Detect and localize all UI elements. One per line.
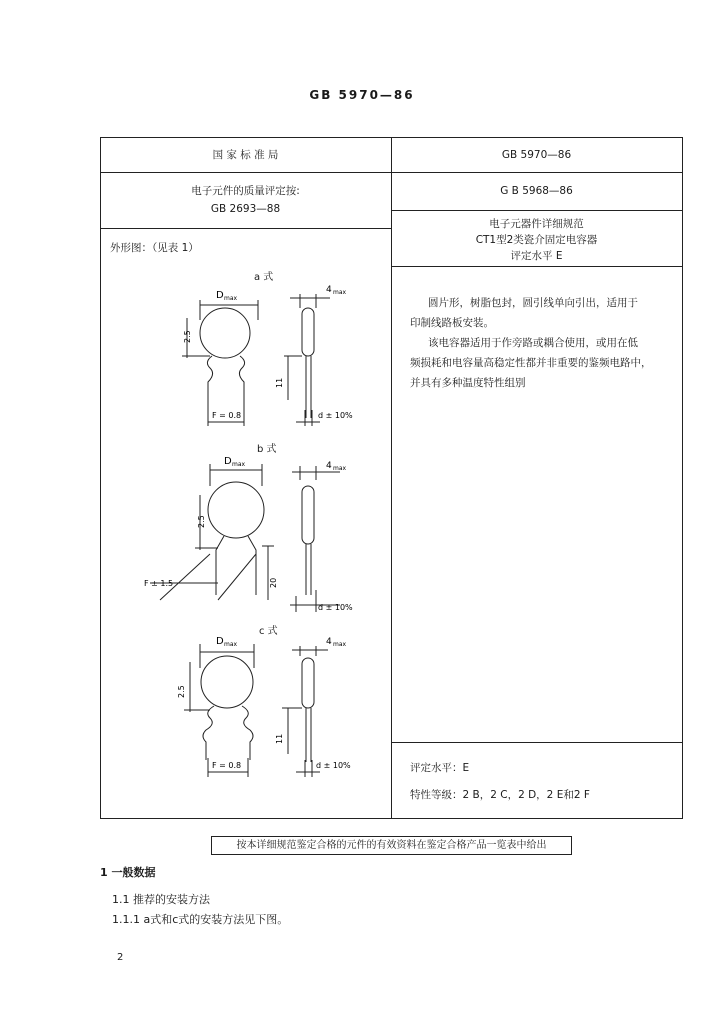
figure-b-pitch-label: F ± 1.5 [144, 579, 174, 588]
spec-title-line1: 电子元器件详细规范 [489, 218, 584, 230]
figure-a-dmax-label: D [216, 290, 224, 301]
standard-number-cell: GB 5970—86 [501, 149, 572, 161]
svg-text:max: max [333, 465, 347, 472]
figure-c-dmax-label: D [216, 636, 224, 647]
table-row-divider [391, 266, 683, 267]
figure-b-title: b 式 [257, 444, 277, 455]
figure-b-diameter-label: d ± 10% [318, 603, 353, 612]
figure-c-drawing [170, 632, 370, 782]
figure-c-lead-bend-label: 2.5 [177, 685, 186, 698]
figure-b-dmax-label: D [224, 456, 232, 467]
page-header-code: GB 5970—86 [309, 88, 415, 102]
issuer-cell: 国 家 标 准 局 [212, 149, 279, 161]
qualified-products-notice: 按本详细规范鉴定合格的元件的有效资料在鉴定合格产品一览表中给出 [211, 836, 572, 855]
characteristic-grades: 特性等级：2 B，2 C，2 D，2 E和2 F [410, 789, 590, 801]
table-right-border [682, 137, 683, 819]
figure-c-lead-length-label: 11 [275, 733, 284, 744]
svg-text:max: max [224, 641, 238, 648]
quality-assessment-line2: GB 2693—88 [210, 203, 281, 215]
description-line: 频损耗和电容量高稳定性都并非重要的鉴频电路中， [410, 357, 652, 369]
figure-a-pitch-label: F = 0.8 [212, 411, 242, 420]
figure-b-lead-bend-label: 2.5 [197, 515, 206, 528]
section-1-1-1-text: 1.1.1 a式和c式的安装方法见下图。 [112, 913, 289, 926]
svg-text:max: max [333, 289, 347, 296]
table-left-border [100, 137, 101, 819]
figure-b-drawing [140, 450, 370, 615]
quality-assessment-line1: 电子元件的质量评定按: [191, 185, 300, 197]
section-1-heading: 1 一般数据 [100, 866, 156, 879]
svg-text:max: max [232, 461, 246, 468]
outline-drawing-label: 外形图：（见表 1） [110, 242, 199, 254]
sectional-spec-cell: G B 5968—86 [500, 185, 573, 197]
figure-c-title: c 式 [259, 626, 278, 637]
figure-a-diameter-label: d ± 10% [318, 411, 353, 420]
table-row-divider [100, 228, 391, 229]
section-1-1-heading: 1.1 推荐的安装方法 [112, 893, 210, 906]
figure-c-pitch-label: F = 0.8 [212, 761, 242, 770]
figure-a-four-max-label: 4 [326, 285, 332, 295]
svg-text:max: max [333, 641, 347, 648]
description-line: 该电容器适用于作旁路或耦合使用，或用在低 [428, 337, 638, 349]
evaluation-level: 评定水平：E [410, 762, 470, 774]
description-line: 并具有多种温度特性组别 [410, 377, 526, 389]
description-line: 圆片形，树脂包封，圆引线单向引出，适用于 [428, 297, 638, 309]
figure-b-lead-length-label: 20 [269, 577, 278, 588]
figure-a-lead-length-label: 11 [275, 377, 284, 388]
table-row-divider [391, 742, 683, 743]
figure-a-lead-bend-label: 2.5 [183, 330, 192, 343]
spec-title-line3: 评定水平 E [510, 250, 563, 262]
description-line: 印制线路板安装。 [410, 317, 494, 329]
svg-text:max: max [224, 295, 238, 302]
figure-a-title: a 式 [254, 272, 274, 283]
figure-a-drawing [170, 278, 370, 428]
page-number: 2 [117, 952, 124, 963]
figure-b-four-max-label: 4 [326, 461, 332, 471]
figure-c-diameter-label: d ± 10% [316, 761, 351, 770]
spec-title-line2: CT1型2类瓷介固定电容器 [475, 234, 598, 246]
table-row-divider [391, 210, 683, 211]
figure-c-four-max-label: 4 [326, 637, 332, 647]
